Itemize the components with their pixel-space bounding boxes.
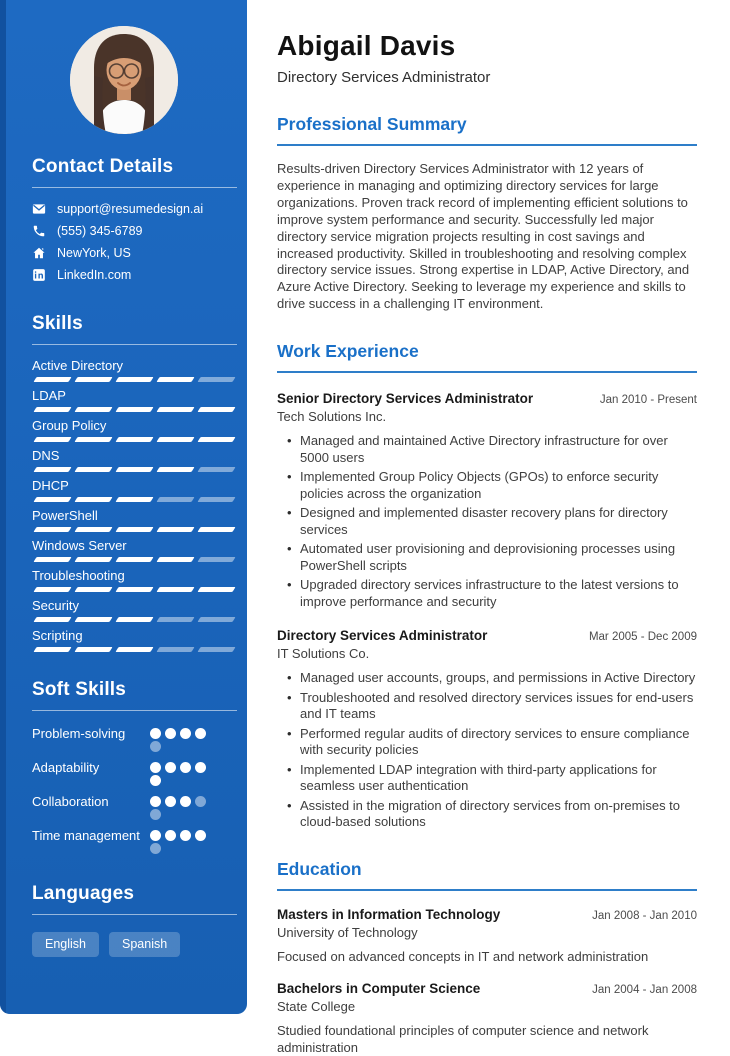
soft-skill-rating [150, 827, 210, 854]
skill-bar-segment [33, 587, 71, 592]
language-badge: English [32, 932, 99, 957]
skill-name: Active Directory [32, 358, 124, 373]
skill-bar-segment [156, 527, 194, 532]
education-entry [277, 981, 697, 1056]
home-icon [32, 246, 46, 260]
contact-heading: Contact Details [32, 156, 174, 177]
skill-item [32, 508, 237, 532]
skill-bar-segment [33, 377, 71, 382]
skill-bar-segment [74, 497, 112, 502]
contact-item-text: (555) 345-6789 [57, 223, 143, 238]
sidebar-edge-accent [0, 0, 6, 1014]
soft-skill-rating [150, 793, 210, 820]
rating-dot [165, 830, 176, 841]
skill-level-bar [32, 617, 237, 622]
skill-bar-segment [197, 527, 235, 532]
candidate-job-title: Directory Services Administrator [277, 69, 491, 86]
rating-dot [180, 762, 191, 773]
job-title: Senior Directory Services Administrator [277, 391, 534, 407]
rating-dot [195, 830, 206, 841]
profile-photo [70, 26, 178, 134]
job-bullet: • Managed user accounts, groups, and permissions in Active Directory [287, 670, 697, 687]
soft-skills-heading: Soft Skills [32, 679, 127, 700]
skill-bar-segment [197, 407, 235, 412]
rating-dot [165, 762, 176, 773]
divider [32, 344, 237, 345]
skill-level-bar [32, 467, 237, 472]
rating-dot [180, 796, 191, 807]
skill-item [32, 388, 237, 412]
skill-bar-segment [197, 377, 235, 382]
job-entry [277, 628, 697, 831]
rating-dot [150, 728, 161, 739]
skill-item [32, 358, 237, 382]
skill-level-bar [32, 377, 237, 382]
soft-skill-item [32, 827, 237, 854]
rating-dot [150, 775, 161, 786]
rating-dot [150, 741, 161, 752]
skill-bar-segment [115, 377, 153, 382]
divider [32, 914, 237, 915]
sidebar [0, 0, 247, 1014]
skill-level-bar [32, 587, 237, 592]
skill-bar-segment [74, 377, 112, 382]
linkedin-icon [32, 268, 46, 282]
skill-item [32, 448, 237, 472]
contact-item[interactable] [32, 224, 237, 238]
job-company: IT Solutions Co. [277, 646, 370, 662]
skill-name: Windows Server [32, 538, 127, 553]
education-entry [277, 907, 697, 966]
rating-dot [150, 843, 161, 854]
skill-bar-segment [74, 557, 112, 562]
school-name: University of Technology [277, 924, 418, 940]
skill-bar-segment [33, 647, 71, 652]
skill-bar-segment [197, 557, 235, 562]
contact-item[interactable] [32, 268, 237, 282]
candidate-name: Abigail Davis [277, 30, 456, 61]
skill-item [32, 628, 237, 652]
skill-item [32, 418, 237, 442]
summary-text: Results-driven Directory Services Administrator with 12 years of experience in managing and optimizing directory services for large organizations. Proven track record of implementing efficient solutions to improve system performance and security. Successfully led major directory service migration projects resulting in cost savings and increased productivity. Skilled in troubleshooting and resolving complex directory service issues. Strong expertise in LDAP, Active Directory, and Azure Active Directory. Seeking to leverage my experience and skills to drive success in a challenging IT environment. [277, 161, 690, 312]
soft-skill-item [32, 793, 237, 820]
skill-bar-segment [74, 617, 112, 622]
skill-bar-segment [156, 377, 194, 382]
main-content [247, 0, 730, 1055]
rating-dot [150, 796, 161, 807]
soft-skill-name: Time management [32, 828, 140, 843]
degree-name: Masters in Information Technology [277, 906, 501, 922]
skill-level-bar [32, 407, 237, 412]
job-bullets [277, 433, 697, 610]
skill-bar-segment [115, 497, 153, 502]
skill-bar-segment [115, 437, 153, 442]
degree-name: Bachelors in Computer Science [277, 981, 481, 997]
skill-bar-segment [115, 407, 153, 412]
divider [32, 710, 237, 711]
skill-bar-segment [33, 497, 71, 502]
skill-bar-segment [115, 557, 153, 562]
skill-bar-segment [156, 587, 194, 592]
skill-bar-segment [197, 587, 235, 592]
job-bullet: • Performed regular audits of directory services to ensure compliance with security policies [287, 726, 697, 759]
job-dates: Jan 2010 - Present [599, 394, 697, 407]
skill-bar-segment [74, 647, 112, 652]
avatar-illustration [70, 26, 178, 134]
skill-bar-segment [156, 467, 194, 472]
skill-bar-segment [74, 407, 112, 412]
rating-dot [150, 762, 161, 773]
skill-bar-segment [115, 617, 153, 622]
skill-bar-segment [33, 467, 71, 472]
experience-heading: Work Experience [277, 341, 697, 373]
contact-list [32, 202, 237, 282]
skill-bar-segment [74, 527, 112, 532]
skill-bar-segment [156, 437, 194, 442]
skill-bar-segment [74, 467, 112, 472]
rating-dot [180, 728, 191, 739]
rating-dot [165, 728, 176, 739]
job-bullet: • Managed and maintained Active Directory infrastructure for over 5000 users [287, 433, 697, 466]
job-bullet: • Implemented LDAP integration with third-party applications for seamless user authentication [287, 762, 697, 795]
skill-bar-segment [33, 527, 71, 532]
rating-dot [180, 830, 191, 841]
education-description: Focused on advanced concepts in IT and network administration [277, 948, 649, 964]
soft-skills-list [32, 725, 237, 854]
skill-name: PowerShell [32, 508, 98, 523]
job-dates: Mar 2005 - Dec 2009 [588, 631, 697, 644]
skill-bar-segment [197, 467, 235, 472]
job-bullets [277, 670, 697, 831]
languages-heading: Languages [32, 883, 135, 904]
rating-dot [165, 796, 176, 807]
skill-bar-segment [197, 497, 235, 502]
skill-name: Security [32, 598, 79, 613]
job-bullet: • Automated user provisioning and deprovisioning processes using PowerShell scripts [287, 541, 697, 574]
rating-dot [150, 830, 161, 841]
language-badge: Spanish [109, 932, 180, 957]
skill-bar-segment [115, 647, 153, 652]
divider [32, 187, 237, 188]
education-heading: Education [277, 859, 697, 891]
contact-item-text: LinkedIn.com [57, 267, 132, 282]
skill-bar-segment [74, 437, 112, 442]
contact-item-text: support@resumedesign.ai [57, 201, 204, 216]
skill-bar-segment [115, 467, 153, 472]
soft-skill-item [32, 759, 237, 786]
skill-level-bar [32, 437, 237, 442]
rating-dot [195, 796, 206, 807]
skill-bar-segment [33, 437, 71, 442]
phone-icon [32, 224, 46, 238]
skill-bar-segment [33, 407, 71, 412]
contact-item[interactable] [32, 202, 237, 216]
contact-item-text: NewYork, US [57, 245, 131, 260]
job-bullet: • Assisted in the migration of directory services from on-premises to cloud-based solutions [287, 798, 697, 831]
soft-skill-rating [150, 725, 210, 752]
skill-bar-segment [197, 437, 235, 442]
skill-name: LDAP [32, 388, 66, 403]
skill-bar-segment [156, 497, 194, 502]
job-company: Tech Solutions Inc. [277, 409, 387, 425]
skill-name: DNS [32, 448, 60, 463]
skill-bar-segment [74, 587, 112, 592]
skill-bar-segment [115, 587, 153, 592]
skill-level-bar [32, 647, 237, 652]
school-name: State College [277, 999, 356, 1015]
job-bullet: • Implemented Group Policy Objects (GPOs) to enforce security policies across the organization [287, 469, 697, 502]
education-dates: Jan 2008 - Jan 2010 [592, 909, 697, 922]
skill-bar-segment [197, 617, 235, 622]
skill-bar-segment [156, 647, 194, 652]
skill-level-bar [32, 497, 237, 502]
soft-skill-name: Collaboration [32, 794, 109, 809]
education-dates: Jan 2004 - Jan 2008 [592, 984, 697, 997]
rating-dot [150, 809, 161, 820]
rating-dot [195, 762, 206, 773]
skill-name: Scripting [32, 628, 83, 643]
skill-name: Troubleshooting [32, 568, 125, 583]
contact-item [32, 246, 237, 260]
soft-skill-item [32, 725, 237, 752]
skills-heading: Skills [32, 313, 83, 334]
skill-bar-segment [156, 617, 194, 622]
skill-item [32, 538, 237, 562]
languages-list [32, 932, 237, 957]
job-title: Directory Services Administrator [277, 628, 488, 644]
job-bullet: • Designed and implemented disaster recovery plans for directory services [287, 505, 697, 538]
skill-item [32, 478, 237, 502]
jobs-list [277, 391, 697, 831]
rating-dot [195, 728, 206, 739]
skill-bar-segment [33, 617, 71, 622]
email-icon [32, 202, 46, 216]
skill-item [32, 598, 237, 622]
skill-bar-segment [115, 527, 153, 532]
skill-level-bar [32, 527, 237, 532]
skill-bar-segment [33, 557, 71, 562]
education-description: Studied foundational principles of computer science and network administration [277, 1023, 649, 1055]
job-bullet: • Troubleshooted and resolved directory services issues for end-users and IT teams [287, 690, 697, 723]
skill-bar-segment [197, 647, 235, 652]
skill-level-bar [32, 557, 237, 562]
skill-bar-segment [156, 407, 194, 412]
job-bullet: • Upgraded directory services infrastructure to the latest versions to improve performance and security [287, 577, 697, 610]
summary-heading: Professional Summary [277, 114, 697, 146]
education-list [277, 907, 697, 1056]
skill-bar-segment [156, 557, 194, 562]
skills-list [32, 358, 237, 652]
skill-name: Group Policy [32, 418, 107, 433]
job-entry [277, 391, 697, 610]
soft-skill-name: Problem-solving [32, 726, 126, 741]
skill-name: DHCP [32, 478, 69, 493]
skill-item [32, 568, 237, 592]
soft-skill-name: Adaptability [32, 760, 100, 775]
soft-skill-rating [150, 759, 210, 786]
